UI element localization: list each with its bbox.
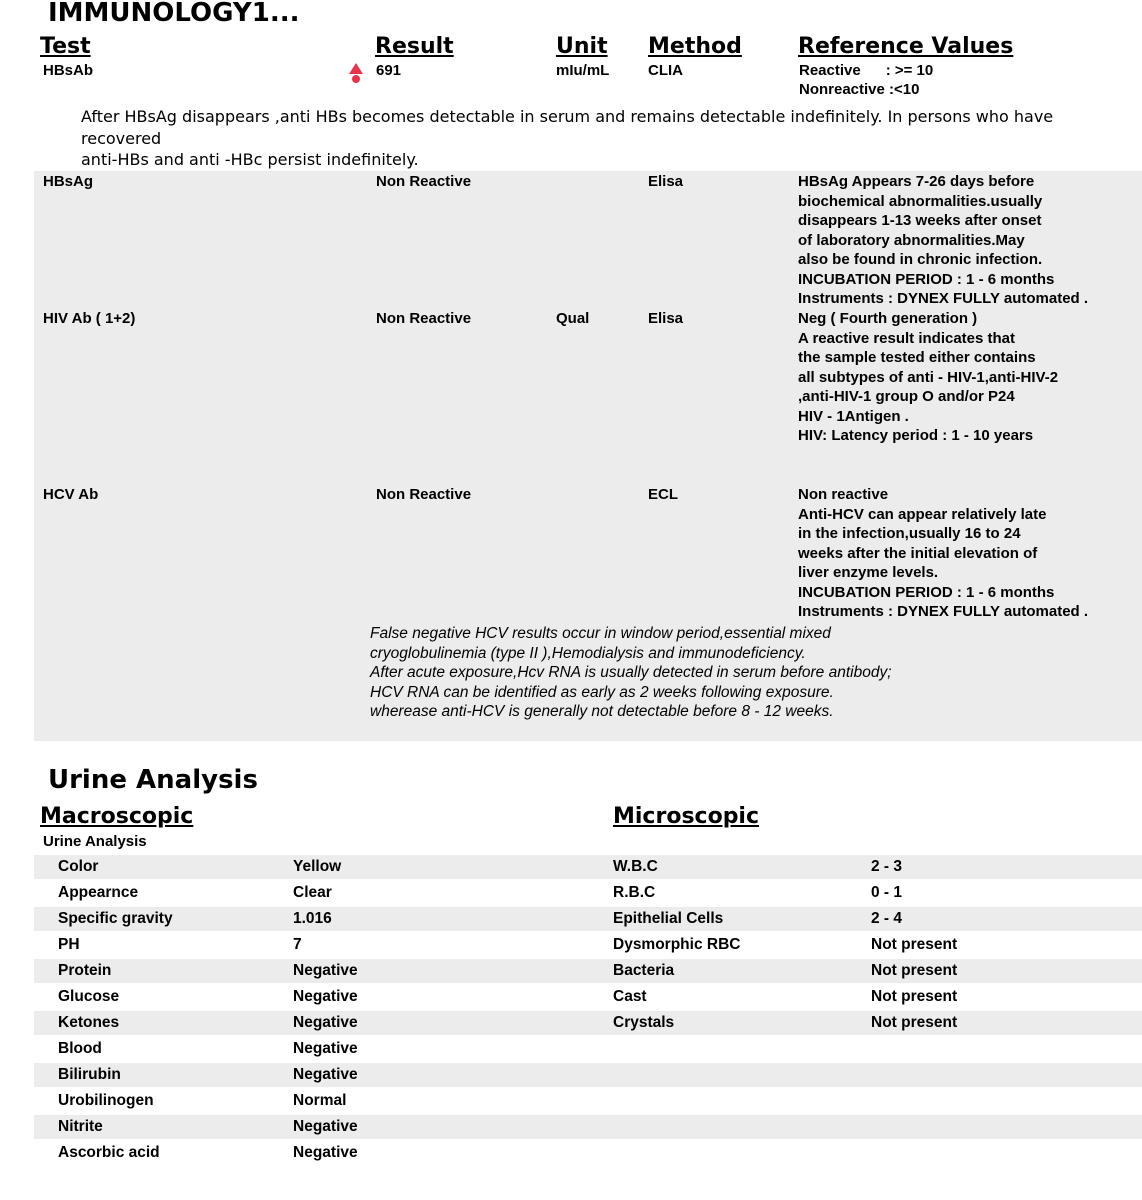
urine-table-row (34, 855, 1142, 879)
ref-hcv: Non reactive Anti-HCV can appear relatively late in the infection,usually 16 to 24 weeks after the initial elevation of liver enzyme levels. INCUBATION PERIOD : 1 - 6 months Instruments : DYNEX FULLY automated . (798, 486, 1089, 620)
macro-value: 7 (293, 936, 302, 953)
urine-table-row (34, 881, 1142, 905)
urine-table-row (34, 1037, 1142, 1061)
micro-value: 2 - 3 (871, 858, 903, 875)
ref-hbsab-nonreactive: Nonreactive :<10 (799, 81, 920, 98)
hcv-note: False negative HCV results occur in window period,essential mixed cryoglobulinemia (type II ),Hemodialysis and immunodeficiency. After acute exposure,Hcv RNA is usually detected in serum before antibody; HCV RNA can be identified as early as 2 weeks following exposure. wherease anti-HCV is generally not detectable before 8 - 12 weeks. (370, 625, 892, 720)
urine-table-row (34, 907, 1142, 931)
macro-name: Protein (58, 962, 112, 979)
high-arrow-icon (348, 62, 364, 84)
micro-name: Dysmorphic RBC (613, 936, 741, 953)
section-title-immunology: IMMUNOLOGY1... (48, 0, 300, 28)
urine-table-row (34, 1115, 1142, 1139)
test-name-hbsag: HBsAg (43, 173, 94, 190)
urine-table-row (34, 933, 1142, 957)
macro-name: Ketones (58, 1014, 120, 1031)
macro-name: Ascorbic acid (58, 1144, 160, 1161)
macro-value: 1.016 (293, 910, 332, 927)
hbsab-note-line2: recovered (81, 129, 162, 148)
result-hbsab: 691 (376, 62, 402, 79)
ref-hiv: Neg ( Fourth generation ) A reactive result indicates that the sample tested either contains all subtypes of anti - HIV-1,anti-HIV-2 ,anti-HIV-1 group O and/or P24 HIV - 1Antigen . HIV: Latency period : 1 - 10 years (798, 310, 1059, 444)
macro-name: Glucose (58, 988, 120, 1005)
micro-name: Crystals (613, 1014, 675, 1031)
urine-table-row (34, 1011, 1142, 1035)
macro-name: Urobilinogen (58, 1092, 154, 1109)
ref-hbsab-reactive: Reactive : >= 10 (799, 62, 934, 79)
header-reference: Reference Values (798, 34, 1014, 59)
test-name-hcv: HCV Ab (43, 486, 99, 503)
macro-value: Negative (293, 962, 358, 979)
micro-value: 2 - 4 (871, 910, 903, 927)
header-result: Result (375, 34, 454, 59)
hbsab-note-line1: After HBsAg disappears ,anti HBs becomes detectable in serum and remains detectable indefinitely. In persons who have (81, 107, 1054, 126)
header-test: Test (40, 34, 91, 59)
macro-name: Nitrite (58, 1118, 103, 1135)
macro-subtitle: Urine Analysis (43, 833, 147, 850)
result-hiv: Non Reactive (376, 310, 472, 327)
macro-value: Yellow (293, 858, 342, 875)
unit-hbsab: mIu/mL (556, 62, 610, 79)
macro-value: Negative (293, 1040, 358, 1057)
unit-hiv: Qual (556, 310, 590, 327)
test-name-hiv: HIV Ab ( 1+2) (43, 310, 136, 327)
macro-value: Negative (293, 1118, 358, 1135)
method-hbsab: CLIA (648, 62, 683, 79)
macro-name: PH (58, 936, 80, 953)
urine-table-row (34, 1063, 1142, 1087)
section-title-urine: Urine Analysis (48, 765, 258, 795)
result-hcv: Non Reactive (376, 486, 472, 503)
header-microscopic: Microscopic (613, 804, 760, 829)
header-unit: Unit (556, 34, 608, 59)
ref-hbsag: HBsAg Appears 7-26 days before biochemical abnormalities.usually disappears 1-13 weeks after onset of laboratory abnormalities.May also be found in chronic infection. INCUBATION PERIOD : 1 - 6 months Instruments : DYNEX FULLY automated . (798, 173, 1089, 307)
urine-table-row (34, 1141, 1142, 1165)
micro-name: R.B.C (613, 884, 656, 901)
header-macroscopic: Macroscopic (40, 804, 194, 829)
micro-name: Epithelial Cells (613, 910, 724, 927)
macro-name: Blood (58, 1040, 102, 1057)
macro-value: Negative (293, 1066, 358, 1083)
urine-table-row (34, 985, 1142, 1009)
method-hbsag: Elisa (648, 173, 684, 190)
micro-value: Not present (871, 1014, 958, 1031)
macro-value: Clear (293, 884, 332, 901)
macro-name: Color (58, 858, 99, 875)
header-method: Method (648, 34, 742, 59)
macro-name: Specific gravity (58, 910, 173, 927)
micro-name: Cast (613, 988, 647, 1005)
macro-name: Appearnce (58, 884, 139, 901)
macro-value: Negative (293, 988, 358, 1005)
test-name-hbsab: HBsAb (43, 62, 94, 79)
micro-value: Not present (871, 936, 958, 953)
micro-name: Bacteria (613, 962, 675, 979)
micro-value: 0 - 1 (871, 884, 903, 901)
macro-value: Negative (293, 1144, 358, 1161)
method-hiv: Elisa (648, 310, 684, 327)
micro-value: Not present (871, 988, 958, 1005)
urine-table-row (34, 959, 1142, 983)
micro-name: W.B.C (613, 858, 658, 875)
macro-value: Negative (293, 1014, 358, 1031)
macro-value: Normal (293, 1092, 347, 1109)
result-hbsag: Non Reactive (376, 173, 472, 190)
hbsab-note-line3: anti-HBs and anti -HBc persist indefinitely. (81, 150, 419, 169)
macro-name: Bilirubin (58, 1066, 121, 1083)
method-hcv: ECL (648, 486, 678, 503)
micro-value: Not present (871, 962, 958, 979)
urine-table-row (34, 1089, 1142, 1113)
